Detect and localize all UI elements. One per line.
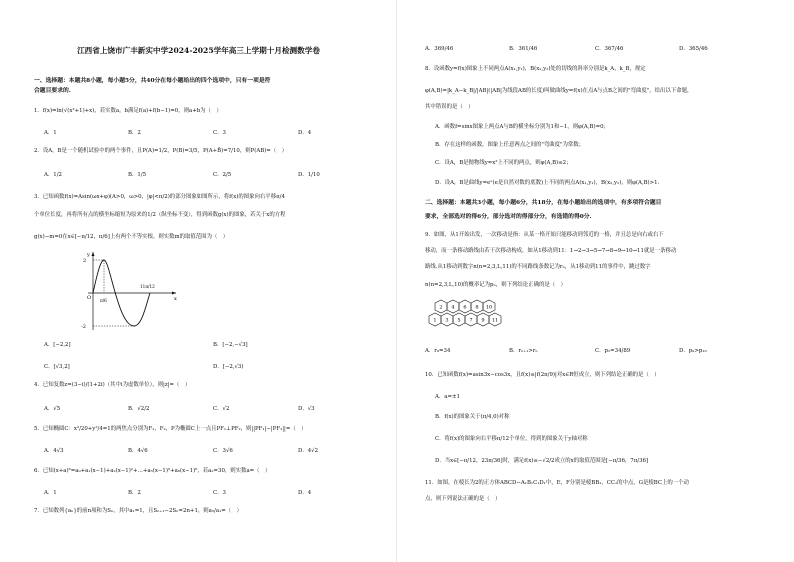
hex-label: 1 [433, 317, 437, 324]
hex-label: 2 [439, 304, 443, 311]
question-9-line2: 移动，而一条移动路线由若干次移动构成，如从1移动到11：1→2→3→5→7→8→9→10→11就是一条移动 [425, 248, 677, 254]
q3-option-b[interactable]: B．[−2,−√3] [213, 342, 248, 348]
q4-option-c[interactable]: C．√2 [213, 406, 230, 412]
q8-option-a[interactable]: A．函数f=sinx图象上两点A与B的横坐标分别为1和−1，则φ(A,B)=0； [435, 124, 609, 130]
hex-label: 11 [491, 317, 499, 324]
q7-option-a[interactable]: A．369/46 [425, 46, 454, 52]
q5-option-c[interactable]: C．3√6 [213, 448, 233, 454]
q3-option-d[interactable]: D．[−2,√3) [213, 364, 244, 370]
y-bottom-label: -2 [81, 324, 86, 330]
hexagon-diagram [427, 298, 527, 334]
q1-option-d[interactable]: D．4 [298, 130, 312, 136]
question-6: 6．已知(x+a)⁶=a₀+a₁(x−1)+a₂(x−1)²+…+a₅(x−1)⁵+a₆(x−1)⁶，若a₂=30，则实数a=（ ） [34, 468, 271, 474]
x-right-label: 11π/12 [140, 284, 155, 289]
section2-heading: 二、选择题：本题共3小题，每小题6分，共18分，在每小题给出的选项中，有多项符合题目 [425, 200, 662, 206]
q6-option-a[interactable]: A．1 [44, 490, 57, 496]
q5-option-a[interactable]: A．4√3 [44, 448, 64, 454]
exam-title: 江西省上饶市广丰新实中学2024-2025学年高三上学期十月检测数学卷 [77, 46, 320, 55]
x-axis-arrow-icon [172, 292, 176, 295]
q4-option-a[interactable]: A．√5 [44, 406, 61, 412]
question-11-line2: 点，则下列说法正确的是（ ） [425, 496, 501, 502]
q6-option-b[interactable]: B．2 [128, 490, 141, 496]
hex-label: 7 [469, 317, 473, 324]
hex-label: 5 [457, 317, 461, 324]
x-left-label: π/6 [100, 298, 107, 303]
hex-label: 6 [463, 304, 467, 311]
question-3-line1: 3．已知函数f(x)=Asin(ωx+φ)(A>0，ω>0，|φ|<π/2)的部分图象如图所示，将f(x)的图象向右平移π/4 [34, 194, 285, 200]
question-9-line4: n(n=2,3,L,10)的概率记为pₙ，则下列结论正确的是（ ） [425, 282, 566, 288]
q1-option-a[interactable]: A．1 [44, 130, 57, 136]
q4-option-b[interactable]: B．√2/2 [128, 406, 150, 412]
q1-option-c[interactable]: C．3 [213, 130, 226, 136]
question-4: 4．已知复数z=(3−i)/(1+2i)（其中i为虚数单位），则|z|=（ ） [34, 382, 191, 388]
y-top-label: 2 [83, 258, 87, 264]
section1-heading-cont: 合题目要求的. [34, 88, 71, 94]
x-axis-label: x [174, 296, 177, 302]
origin-label: O [87, 295, 92, 301]
q7-option-c[interactable]: C．367/46 [595, 46, 624, 52]
q2-option-d[interactable]: D．1/10 [298, 172, 320, 178]
q4-option-d[interactable]: D．√3 [298, 406, 315, 412]
hex-label: 3 [445, 317, 449, 324]
hex-label: 10 [485, 304, 493, 311]
q2-option-c[interactable]: C．2/5 [213, 172, 232, 178]
q5-option-b[interactable]: B．4√6 [128, 448, 148, 454]
q2-option-b[interactable]: B．1/5 [128, 172, 147, 178]
q6-option-c[interactable]: C．3 [213, 490, 226, 496]
section1-heading: 一、选择题：本题共8小题，每小题5分，共40分在每小题给出的四个选项中，只有一项是符 [34, 78, 271, 84]
question-11-line1: 11．如图，在棱长为2的正方体ABCD−A₁B₁C₁D₁中，E，F分别是棱BB₁，CC₁的中点，G是棱BC上的一个动 [425, 480, 689, 486]
q10-option-a[interactable]: A．a=±1 [435, 394, 460, 400]
hex-label: 4 [451, 304, 455, 311]
q6-option-d[interactable]: D．4 [298, 490, 312, 496]
right-page [397, 0, 794, 562]
question-2: 2．设A，B是一个随机试验中的两个事件，且P(A)=1/2，P(B)=3/5，P(A+B̄)=7/10，则P(AB)=（ ） [34, 148, 287, 154]
sine-graph [80, 250, 180, 332]
question-8-line1: 8．设函数y=f(x)图象上不同两点A(x₁,y₁)，B(x₂,y₂)处的切线的斜率分别是k_A，k_B，规定 [425, 66, 646, 72]
question-10: 10．已知函数f(x)=asin3x−cos3x，且f(x)≤|f(2π/9)|对x∈R恒成立，则下列结论正确的是（ ） [425, 372, 660, 378]
q5-option-d[interactable]: D．4√2 [298, 448, 319, 454]
q3-option-c[interactable]: C．[√3,2] [44, 364, 70, 370]
question-5: 5．已知椭圆C：x²/20+y²/4=1的两焦点分别为F₁，F₂，P为椭圆C上一点且PF₁⊥PF₂，则||PF₁|−|PF₂||=（ ） [34, 426, 307, 432]
q10-option-b[interactable]: B．f(x)的图象关于(π/4,0)对称 [435, 414, 510, 420]
question-3-line3: g(x)−m=0在x∈[−π/12，π/6]上有两个不等实根，则实数m的取值范围为（ ） [34, 234, 229, 240]
q10-option-c[interactable]: C．将f(x)的图象向右平移π/12个单位，得到的图象关于y轴对称 [435, 436, 588, 442]
q2-option-a[interactable]: A．1/2 [44, 172, 62, 178]
q9-option-c[interactable]: C．p₂=34/89 [595, 348, 631, 354]
y-axis-arrow-icon [92, 252, 95, 256]
hex-label: 9 [481, 317, 485, 324]
q10-option-d[interactable]: D．当x∈[−π/12，23π/36]时，满足f(x)≤−√2/2成立的x的取值范围是[−π/36，7π/36] [435, 458, 649, 464]
question-9-line1: 9．如图，从1开始出发，一次移动是指：从某一格开始只能移动到邻近的一格，并且总是向右或右下 [425, 232, 664, 238]
q9-option-d[interactable]: D．p₉>p₁₀ [679, 348, 707, 354]
question-8-line2: φ(A,B)=|k_A−k_B|/|AB|(|AB|为线段AB的长度)叫做曲线y=f(x)在点A与点B之间的"弯曲度"，给出以下命题， [425, 88, 693, 94]
q9-option-a[interactable]: A．r₉=34 [425, 348, 451, 354]
q8-option-c[interactable]: C．设A，B是抛物线y=x²上不同的两点，则φ(A,B)≤2； [435, 160, 572, 166]
q3-option-a[interactable]: A．[−2,2] [44, 342, 71, 348]
question-9-line3: 路线.从1移动到数字n(n=2,3,L,11)的不同路线条数记为rₙ，从1移动到11的事件中，跳过数字 [425, 264, 651, 270]
hex-label: 8 [475, 304, 479, 311]
question-7: 7．已知数列{aₙ}的前n项和为Sₙ，其中a₁=1，且Sₙ₊₁−2Sₙ=2n+1，则a₅/a₁=（ ） [34, 508, 242, 514]
q7-option-b[interactable]: B．361/46 [509, 46, 538, 52]
q7-option-d[interactable]: D．365/46 [679, 46, 708, 52]
q8-option-b[interactable]: B．存在这样的函数，图象上任意两点之间的"弯曲度"为常数； [435, 142, 585, 148]
question-8-line3: 其中错误的是（ ） [425, 104, 474, 110]
y-axis-label: y [87, 252, 90, 258]
q1-option-b[interactable]: B．2 [128, 130, 141, 136]
question-3-line2: 个单位长度，再将所有点的横坐标缩短为原来的1/2（纵坐标不变），得到函数g(x)的图象，若关于x的方程 [34, 212, 286, 218]
section2-heading-cont: 要求，全部选对的得6分，部分选对的得部分分，有选错的得0分. [425, 214, 592, 220]
q9-option-b[interactable]: B．rₙ₊₁>rₙ [509, 348, 538, 354]
q8-option-d[interactable]: D．设A，B是曲线y=eˣ(e是自然对数的底数)上不同的两点A(x₁,y₁)，B(x₂,y₂)，则φ(A,B)>1. [435, 180, 660, 186]
question-1: 1．f(x)=ln(√(x²+1)+x)，若实数a，b满足f(a)+f(b−1)=0，则a+b为（ ） [34, 108, 222, 114]
